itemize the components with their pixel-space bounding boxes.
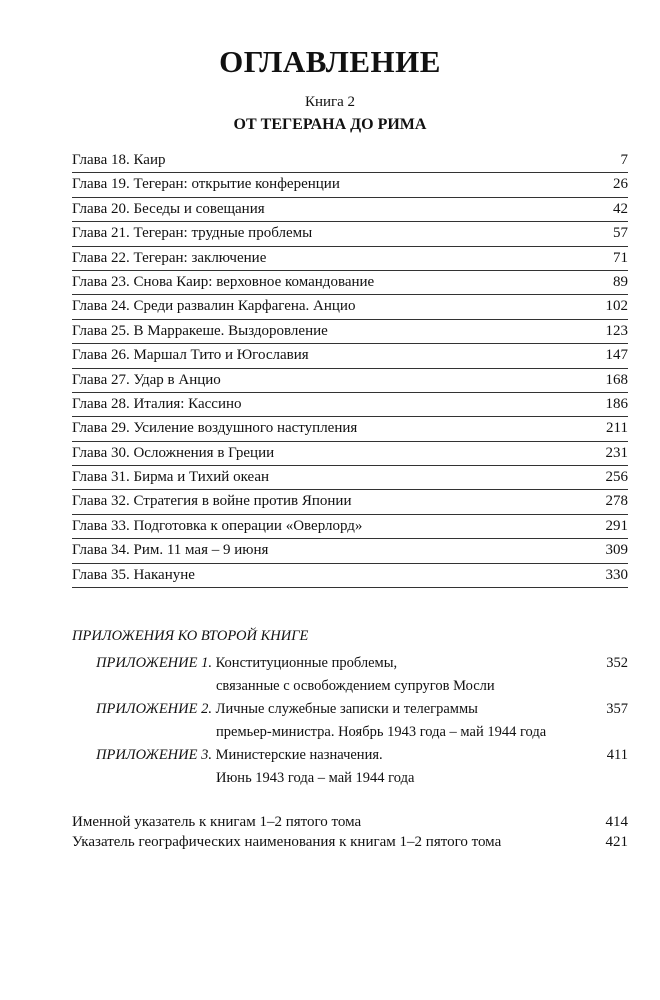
page-number: 309 — [605, 542, 628, 559]
index-entry[interactable] — [72, 832, 628, 852]
book-title: ОТ ТЕГЕРАНА ДО РИМА — [233, 116, 427, 133]
appendix-title-cont: Июнь 1943 года – май 1944 года — [216, 770, 415, 786]
page-number: 357 — [606, 701, 628, 717]
book-label: Книга 2 — [304, 94, 356, 110]
toc-row[interactable] — [72, 515, 628, 539]
page-number: 330 — [605, 566, 628, 583]
page-number: 168 — [605, 371, 628, 388]
chapter-title: Глава 28. Италия: Кассино — [72, 395, 242, 412]
chapter-title: Глава 35. Накануне — [72, 566, 195, 583]
toc-row[interactable] — [72, 222, 628, 246]
chapter-title: Глава 20. Беседы и совещания — [72, 200, 265, 217]
page-number: 57 — [613, 225, 628, 242]
chapter-title: Глава 21. Тегеран: трудные проблемы — [72, 225, 313, 242]
page-number: 411 — [606, 747, 628, 763]
appendix-entry[interactable] — [96, 744, 628, 790]
chapter-title: Глава 23. Снова Каир: верховное командование — [72, 273, 375, 290]
appendix-title: Министерские назначения. — [215, 747, 383, 763]
toc-row[interactable] — [72, 295, 628, 319]
toc-row[interactable] — [72, 393, 628, 417]
page-number: 42 — [613, 200, 628, 217]
chapter-title: Глава 26. Маршал Тито и Югославия — [72, 347, 309, 364]
page-number: 231 — [605, 444, 628, 461]
page-number: 123 — [605, 322, 628, 339]
toc-row[interactable] — [72, 369, 628, 393]
chapter-title: Глава 31. Бирма и Тихий океан — [72, 469, 270, 486]
toc-row[interactable] — [72, 149, 628, 173]
chapter-title: Глава 18. Каир — [72, 152, 166, 168]
page-number: 147 — [605, 347, 628, 364]
chapter-title: Глава 25. В Марракеше. Выздоровление — [72, 322, 328, 339]
toc-row[interactable] — [72, 344, 628, 368]
chapter-title: Глава 24. Среди развалин Карфагена. Анцио — [72, 298, 356, 315]
page-number: 71 — [613, 249, 628, 266]
toc-row[interactable] — [72, 320, 628, 344]
toc-row[interactable] — [72, 247, 628, 271]
page-number: 291 — [605, 517, 628, 534]
appendices-heading: ПРИЛОЖЕНИЯ КО ВТОРОЙ КНИГЕ — [72, 628, 309, 644]
appendix-label: ПРИЛОЖЕНИЕ 3. — [96, 747, 212, 763]
page-title: ОГЛАВЛЕНИЕ — [219, 44, 441, 79]
index-title: Именной указатель к книгам 1–2 пятого тома — [72, 814, 362, 830]
appendix-label: ПРИЛОЖЕНИЕ 1. — [96, 655, 212, 671]
appendix-entry[interactable] — [96, 652, 628, 698]
chapter-title: Глава 19. Тегеран: открытие конференции — [72, 176, 340, 193]
chapter-title: Глава 33. Подготовка к операции «Оверлорд» — [72, 517, 363, 534]
appendix-title: Конституционные проблемы, — [215, 655, 398, 671]
toc-row[interactable] — [72, 539, 628, 563]
chapter-title: Глава 30. Осложнения в Греции — [72, 444, 275, 461]
appendix-entry[interactable] — [96, 698, 628, 744]
appendix-title: Личные служебные записки и телеграммы — [215, 701, 478, 717]
chapter-title: Глава 22. Тегеран: заключение — [72, 249, 267, 266]
chapter-list — [72, 149, 628, 588]
toc-row[interactable] — [72, 490, 628, 514]
page-number: 421 — [605, 834, 628, 850]
toc-row[interactable] — [72, 564, 628, 588]
index-title: Указатель географических наименования к книгам 1–2 пятого тома — [72, 834, 502, 850]
toc-row[interactable] — [72, 198, 628, 222]
appendix-label: ПРИЛОЖЕНИЕ 2. — [96, 701, 212, 717]
toc-row[interactable] — [72, 173, 628, 197]
page-number: 26 — [613, 176, 628, 193]
page-number: 186 — [605, 395, 628, 412]
page-number: 352 — [606, 655, 628, 671]
chapter-title: Глава 27. Удар в Анцио — [72, 371, 221, 388]
index-entry[interactable] — [72, 812, 628, 832]
appendix-title-cont: премьер-министра. Ноябрь 1943 года – май 1944 года — [216, 724, 547, 740]
appendix-title-cont: связанные с освобождением супругов Мосли — [216, 678, 495, 694]
page-number: 211 — [606, 420, 628, 437]
toc-row[interactable] — [72, 417, 628, 441]
chapter-title: Глава 32. Стратегия в войне против Японии — [72, 493, 352, 510]
toc-row[interactable] — [72, 442, 628, 466]
toc-row[interactable] — [72, 466, 628, 490]
chapter-title: Глава 34. Рим. 11 мая – 9 июня — [72, 542, 269, 559]
toc-row[interactable] — [72, 271, 628, 295]
page-number: 256 — [605, 469, 628, 486]
page-number: 278 — [605, 493, 628, 510]
page-number: 414 — [605, 814, 628, 830]
page-number: 102 — [605, 298, 628, 315]
chapter-title: Глава 29. Усиление воздушного наступления — [72, 420, 358, 437]
page-number: 89 — [613, 273, 628, 290]
page-number: 7 — [620, 152, 628, 168]
